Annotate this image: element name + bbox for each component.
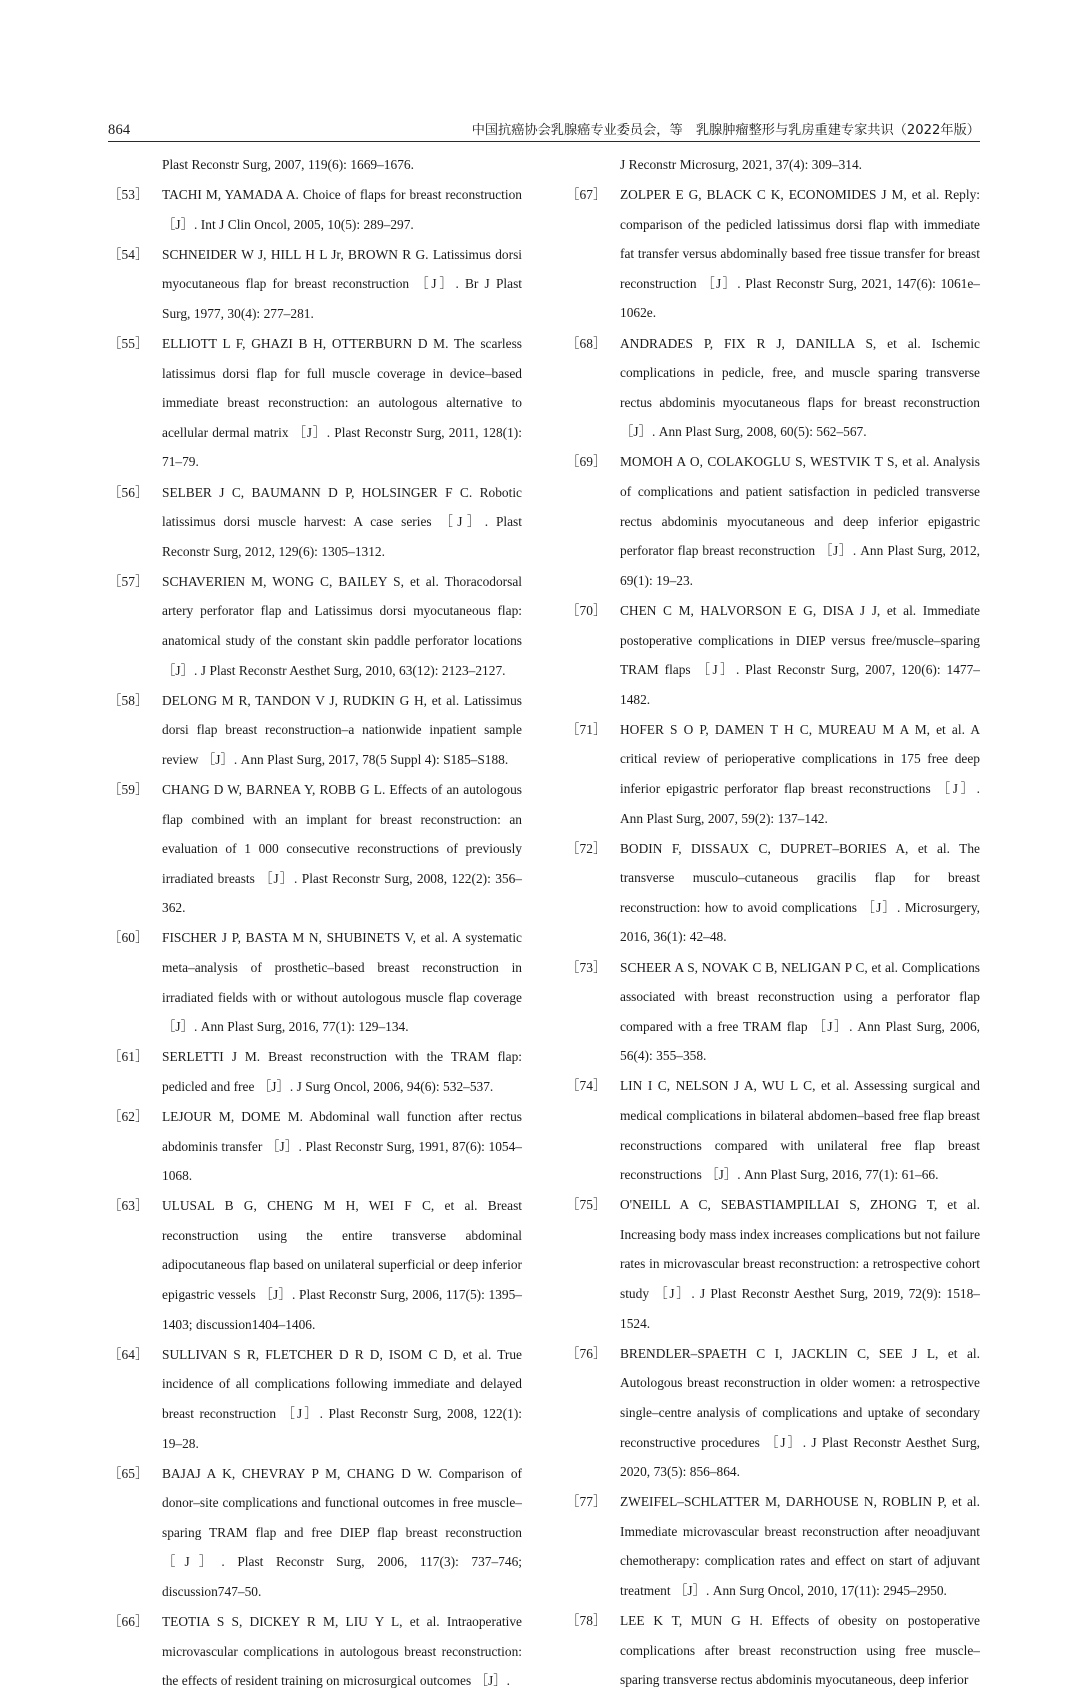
reference-number: ［57］	[108, 573, 149, 589]
reference-text: FISCHER J P, BASTA M N, SHUBINETS V, et al. A systematic meta–analysis of prosthetic–based breast reconstruction in irradiated fields with or without autologous muscle flap coverage ［J］. Ann Plast Surg, 2016, 77(1): 129–134.	[162, 930, 522, 1035]
reference-text: DELONG M R, TANDON V J, RUDKIN G H, et al. Latissimus dorsi flap breast reconstruction–a nationwide inpatient sample review ［J］. Ann Plast Surg, 2017, 78(5 Suppl 4): S185–S188.	[162, 692, 522, 767]
reference-text: Plast Reconstr Surg, 2007, 119(6): 1669–1676.	[162, 157, 414, 172]
running-header	[108, 108, 980, 142]
reference-entry	[108, 478, 522, 567]
reference-text: BRENDLER–SPAETH C I, JACKLIN C, SEE J L, et al. Autologous breast reconstruction in older women: a retrospective single–centre analysis of complications and uptake of secondary reconstructive procedures ［J］. J Plast Reconstr Aesthet Surg, 2020, 73(5): 856–864.	[620, 1345, 980, 1480]
reference-entry	[566, 447, 980, 595]
reference-number: ［69］	[566, 454, 607, 470]
reference-entry	[566, 1190, 980, 1338]
reference-text: ZWEIFEL–SCHLATTER M, DARHOUSE N, ROBLIN P, et al. Immediate microvascular breast reconstruction after neoadjuvant chemotherapy: complication rates and effect on start of adjuvant treatment ［J］. Ann Surg Oncol, 2010, 17(11): 2945–2950.	[620, 1494, 980, 1598]
reference-text: MOMOH A O, COLAKOGLU S, WESTVIK T S, et al. Analysis of complications and patient satisfaction in pedicled transverse rectus abdominis myocutaneous and deep inferior epigastric perforator flap breast reconstruction ［J］. Ann Plast Surg, 2012, 69(1): 19–23.	[620, 454, 980, 588]
reference-text: SCHEER A S, NOVAK C B, NELIGAN P C, et al. Complications associated with breast reconstruction using a perforator flap compared with a free TRAM flap ［J］. Ann Plast Surg, 2006, 56(4): 355–358.	[620, 959, 980, 1064]
reference-entry	[566, 329, 980, 447]
reference-entry	[108, 1459, 522, 1607]
reference-number: ［61］	[108, 1049, 149, 1065]
reference-entry	[566, 1606, 980, 1695]
reference-entry	[108, 567, 522, 685]
reference-entry	[566, 1487, 980, 1605]
reference-entry	[566, 1339, 980, 1487]
reference-number: ［71］	[566, 721, 607, 737]
reference-entry	[108, 1607, 522, 1696]
reference-number: ［56］	[108, 484, 149, 500]
reference-entry	[108, 1191, 522, 1339]
reference-text: LIN I C, NELSON J A, WU L C, et al. Assessing surgical and medical complications in bilateral abdomen–based free flap breast reconstructions compared with unilateral free flap breast reconstructions ［J］. Ann Plast Surg, 2016, 77(1): 61–66.	[620, 1078, 980, 1183]
reference-entry	[108, 1042, 522, 1101]
reference-number: ［58］	[108, 692, 149, 708]
reference-number: ［74］	[566, 1078, 607, 1094]
reference-number: ［62］	[108, 1109, 149, 1124]
reference-number: ［76］	[566, 1345, 607, 1361]
reference-number: ［55］	[108, 336, 149, 352]
reference-entry	[108, 1102, 522, 1191]
reference-text: ELLIOTT L F, GHAZI B H, OTTERBURN D M. The scarless latissimus dorsi flap for full muscle coverage in device–based immediate breast reconstruction: an autologous alternative to acellular dermal matrix ［J］. Plast Reconstr Surg, 2011, 128(1): 71–79.	[162, 336, 522, 470]
reference-number: ［67］	[566, 187, 607, 203]
reference-text: TEOTIA S S, DICKEY R M, LIU Y L, et al. Intraoperative microvascular complications in autologous breast reconstruction: the effects of resident training on microsurgical outcomes ［J］.	[162, 1614, 522, 1689]
reference-number: ［68］	[566, 335, 607, 351]
reference-continuation	[108, 150, 522, 180]
reference-entry	[108, 329, 522, 477]
reference-entry	[108, 1340, 522, 1458]
reference-number: ［63］	[108, 1198, 149, 1214]
reference-text: BAJAJ A K, CHEVRAY P M, CHANG D W. Comparison of donor–site complications and functional outcomes in free muscle–sparing TRAM flap and free DIEP flap breast reconstruction ［J］. Plast Reconstr Surg, 2006, 117(3): 737–746; discussion747–50.	[162, 1465, 522, 1599]
reference-text: SULLIVAN S R, FLETCHER D R D, ISOM C D, et al. True incidence of all complications following immediate and delayed breast reconstruction ［J］. Plast Reconstr Surg, 2008, 122(1): 19–28.	[162, 1346, 522, 1451]
reference-number: ［64］	[108, 1346, 149, 1362]
reference-text: ANDRADES P, FIX R J, DANILLA S, et al. Ischemic complications in pedicle, free, and muscle sparing transverse rectus abdominis myocutaneous flaps for breast reconstruction ［J］. Ann Plast Surg, 2008, 60(5): 562–567.	[620, 335, 980, 440]
reference-text: LEJOUR M, DOME M. Abdominal wall function after rectus abdominis transfer ［J］. Plast Reconstr Surg, 1991, 87(6): 1054–1068.	[162, 1109, 522, 1184]
left-column	[108, 150, 522, 1696]
reference-number: ［73］	[566, 959, 607, 975]
reference-text: SERLETTI J M. Breast reconstruction with the TRAM flap: pedicled and free ［J］. J Surg Oncol, 2006, 94(6): 532–537.	[162, 1049, 522, 1094]
reference-entry	[108, 775, 522, 923]
reference-number: ［78］	[566, 1613, 607, 1629]
reference-entry	[566, 953, 980, 1071]
reference-number: ［66］	[108, 1614, 149, 1630]
reference-number: ［77］	[566, 1494, 607, 1510]
reference-entry	[566, 834, 980, 952]
reference-number: ［72］	[566, 840, 607, 856]
reference-text: SCHAVERIEN M, WONG C, BAILEY S, et al. Thoracodorsal artery perforator flap and Latissimus dorsi myocutaneous flap: anatomical study of the constant skin paddle perforator locations ［J］. J Plast Reconstr Aesthet Surg, 2010, 63(12): 2123–2127.	[162, 573, 522, 678]
reference-number: ［59］	[108, 781, 149, 797]
reference-continuation	[566, 150, 980, 180]
reference-columns	[108, 150, 980, 1696]
reference-text: J Reconstr Microsurg, 2021, 37(4): 309–314.	[620, 157, 863, 172]
running-title: 中国抗癌协会乳腺癌专业委员会，等 乳腺肿瘤整形与乳房重建专家共识（2022年版）	[471, 122, 980, 138]
reference-text: SELBER J C, BAUMANN D P, HOLSINGER F C. Robotic latissimus dorsi muscle harvest: A case series ［J］. Plast Reconstr Surg, 2012, 129(6): 1305–1312.	[162, 484, 522, 559]
reference-number: ［70］	[566, 602, 607, 618]
reference-text: CHANG D W, BARNEA Y, ROBB G L. Effects of an autologous flap combined with an implant for breast reconstruction: an evaluation of 1 000 consecutive reconstructions of previously irradiated breasts ［J］. Plast Reconstr Surg, 2008, 122(2): 356–362.	[162, 781, 522, 916]
reference-text: TACHI M, YAMADA A. Choice of flaps for breast reconstruction ［J］. Int J Clin Oncol, 2005, 10(5): 289–297.	[162, 187, 522, 232]
reference-entry	[108, 686, 522, 775]
reference-number: ［60］	[108, 930, 149, 946]
reference-entry	[566, 715, 980, 833]
reference-number: ［75］	[566, 1197, 607, 1213]
right-column	[566, 150, 980, 1696]
reference-entry	[566, 1071, 980, 1189]
reference-text: ULUSAL B G, CHENG M H, WEI F C, et al. Breast reconstruction using the entire transverse abdominal adipocutaneous flap based on unilateral superficial or deep inferior epigastric vessels ［J］. Plast Reconstr Surg, 2006, 117(5): 1395–1403; discussion1404–1406.	[162, 1198, 522, 1332]
reference-number: ［53］	[108, 187, 149, 203]
reference-entry	[566, 180, 980, 328]
reference-number: ［65］	[108, 1465, 149, 1481]
reference-text: HOFER S O P, DAMEN T H C, MUREAU M A M, et al. A critical review of perioperative complications in 175 free deep inferior epigastric perforator flap breast reconstructions ［J］. Ann Plast Surg, 2007, 59(2): 137–142.	[620, 721, 980, 826]
reference-text: ZOLPER E G, BLACK C K, ECONOMIDES J M, et al. Reply: comparison of the pedicled latissimus dorsi flap with immediate fat transfer versus abdominally based free tissue transfer for breast reconstruction ［J］. Plast Reconstr Surg, 2021, 147(6): 1061e–1062e.	[620, 187, 980, 321]
reference-text: BODIN F, DISSAUX C, DUPRET–BORIES A, et al. The transverse musculo–cutaneous gracilis flap for breast reconstruction: how to avoid complications ［J］. Microsurgery, 2016, 36(1): 42–48.	[620, 840, 980, 945]
reference-number: ［54］	[108, 246, 149, 262]
reference-entry	[108, 923, 522, 1041]
reference-text: SCHNEIDER W J, HILL H L Jr, BROWN R G. Latissimus dorsi myocutaneous flap for breast reconstruction ［J］. Br J Plast Surg, 1977, 30(4): 277–281.	[162, 246, 522, 321]
reference-text: O'NEILL A C, SEBASTIAMPILLAI S, ZHONG T, et al. Increasing body mass index increases complications but not failure rates in microvascular breast reconstruction: a retrospective cohort study ［J］. J Plast Reconstr Aesthet Surg, 2019, 72(9): 1518–1524.	[620, 1197, 981, 1331]
reference-entry	[108, 180, 522, 239]
page-number: 864	[108, 121, 131, 138]
reference-text: LEE K T, MUN G H. Effects of obesity on postoperative complications after breast reconstruction using free muscle–sparing transverse rectus abdominis myocutaneous, deep inferior	[620, 1613, 980, 1688]
reference-text: CHEN C M, HALVORSON E G, DISA J J, et al. Immediate postoperative complications in DIEP versus free/muscle–sparing TRAM flaps ［J］. Plast Reconstr Surg, 2007, 120(6): 1477–1482.	[620, 602, 980, 707]
reference-entry	[566, 596, 980, 714]
reference-entry	[108, 240, 522, 329]
